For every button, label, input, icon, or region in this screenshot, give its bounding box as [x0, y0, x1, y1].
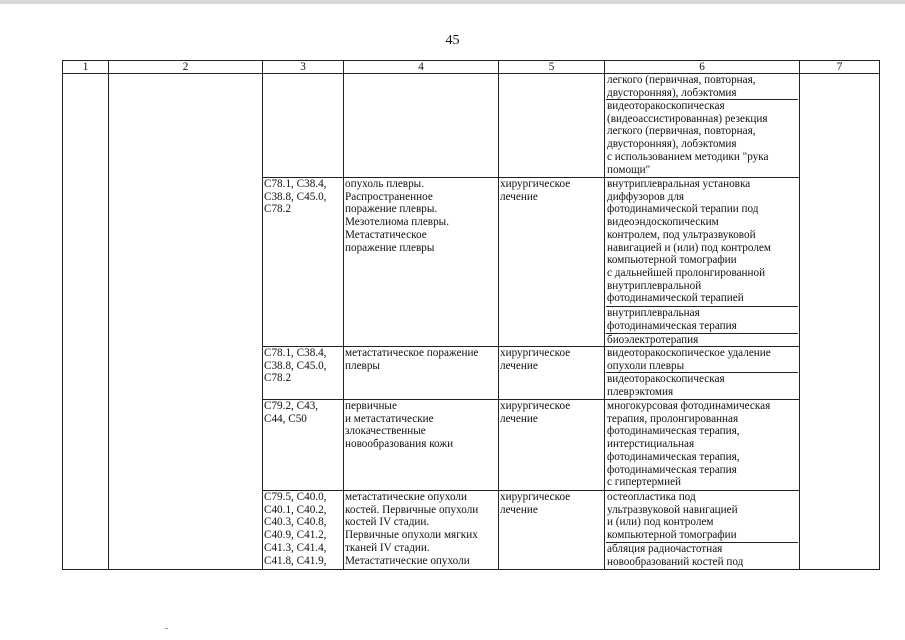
page-number: 45 [445, 33, 460, 48]
treatment-type-cell: хирургическое лечение [499, 491, 605, 570]
col1-cell [63, 74, 109, 570]
method-item: биоэлектротерапия [607, 334, 699, 346]
icd-codes-cell: C78.1, C38.4, C38.8, C45.0, C78.2 [263, 178, 344, 347]
method-item: внутриплевральная фотодинамическая терапия [606, 307, 798, 334]
treatment-type-cell [499, 74, 605, 178]
column-header: 6 [605, 61, 800, 74]
table-row [63, 74, 880, 178]
treatment-type-cell: хирургическое лечение [499, 400, 605, 491]
method-item: остеопластика под ультразвуковой навигацией и (или) под контролем компьютерной томографии [606, 491, 798, 543]
diagnosis-cell: опухоль плевры. Распространенное поражение плевры. Мезотелиома плевры. Метастатическое поражение плевры [344, 178, 499, 347]
column-header: 3 [263, 61, 344, 74]
treatment-type-cell: хирургическое лечение [499, 178, 605, 347]
column-number-row [63, 61, 880, 74]
scan-top-edge [0, 0, 905, 4]
method-item: видеоторакоскопическая (видеоассистированная) резекция легкого (первичная, повторная, двусторонняя), лобэктомия с использованием методики "рука помощи" [607, 100, 769, 176]
method-item: видеоторакоскопическая плеврэктомия [607, 373, 725, 398]
icd-codes-cell: C79.5, C40.0, C40.1, C40.2, C40.3, C40.8, C40.9, C41.2, C41.3, C41.4, C41.8, C41.9, [263, 491, 344, 570]
methods-cell [605, 347, 800, 400]
diagnosis-cell [344, 74, 499, 178]
icd-codes-cell: C79.2, C43, C44, C50 [263, 400, 344, 491]
column-header: 2 [109, 61, 263, 74]
diagnosis-cell: метастатические опухоли костей. Первичные опухоли костей IV стадии. Первичные опухоли мягких тканей IV стадии. Метастатические опухоли [344, 491, 499, 570]
diagnosis-cell: первичные и метастатические злокачественные новообразования кожи [344, 400, 499, 491]
methods-cell [605, 74, 800, 178]
method-item: внутриплевральная установка диффузоров для фотодинамической терапии под видеоэндоскопическим контролем, под ультразвуковой навигацией и (или) под контролем компьютерной томографии с дальнейшей пролонгированной внутриплевральной фотодинамической терапией [606, 178, 798, 307]
column-header: 1 [63, 61, 109, 74]
method-item: легкого (первичная, повторная, двусторонняя), лобэктомия [606, 74, 798, 100]
scan-mark [165, 628, 168, 629]
method-item: видеоторакоскопическое удаление опухоли плевры [606, 347, 798, 373]
diagnosis-cell: метастатическое поражение плевры [344, 347, 499, 400]
method-item: абляция радиочастотная новообразований костей под [607, 543, 744, 568]
icd-codes-cell [263, 74, 344, 178]
methods-cell [605, 178, 800, 347]
methods-cell [605, 491, 800, 570]
medical-care-table [62, 60, 880, 570]
treatment-type-cell: хирургическое лечение [499, 347, 605, 400]
method-item: многокурсовая фотодинамическая терапия, пролонгированная фотодинамическая терапия, интерстициальная фотодинамическая терапия, фотодинамическая терапия с гипертермией [607, 400, 771, 489]
column-header: 5 [499, 61, 605, 74]
column-header: 4 [344, 61, 499, 74]
methods-cell [605, 400, 800, 491]
icd-codes-cell: C78.1, C38.4, C38.8, C45.0, C78.2 [263, 347, 344, 400]
column-header: 7 [800, 61, 880, 74]
col2-cell [109, 74, 263, 570]
col7-cell [800, 74, 880, 570]
